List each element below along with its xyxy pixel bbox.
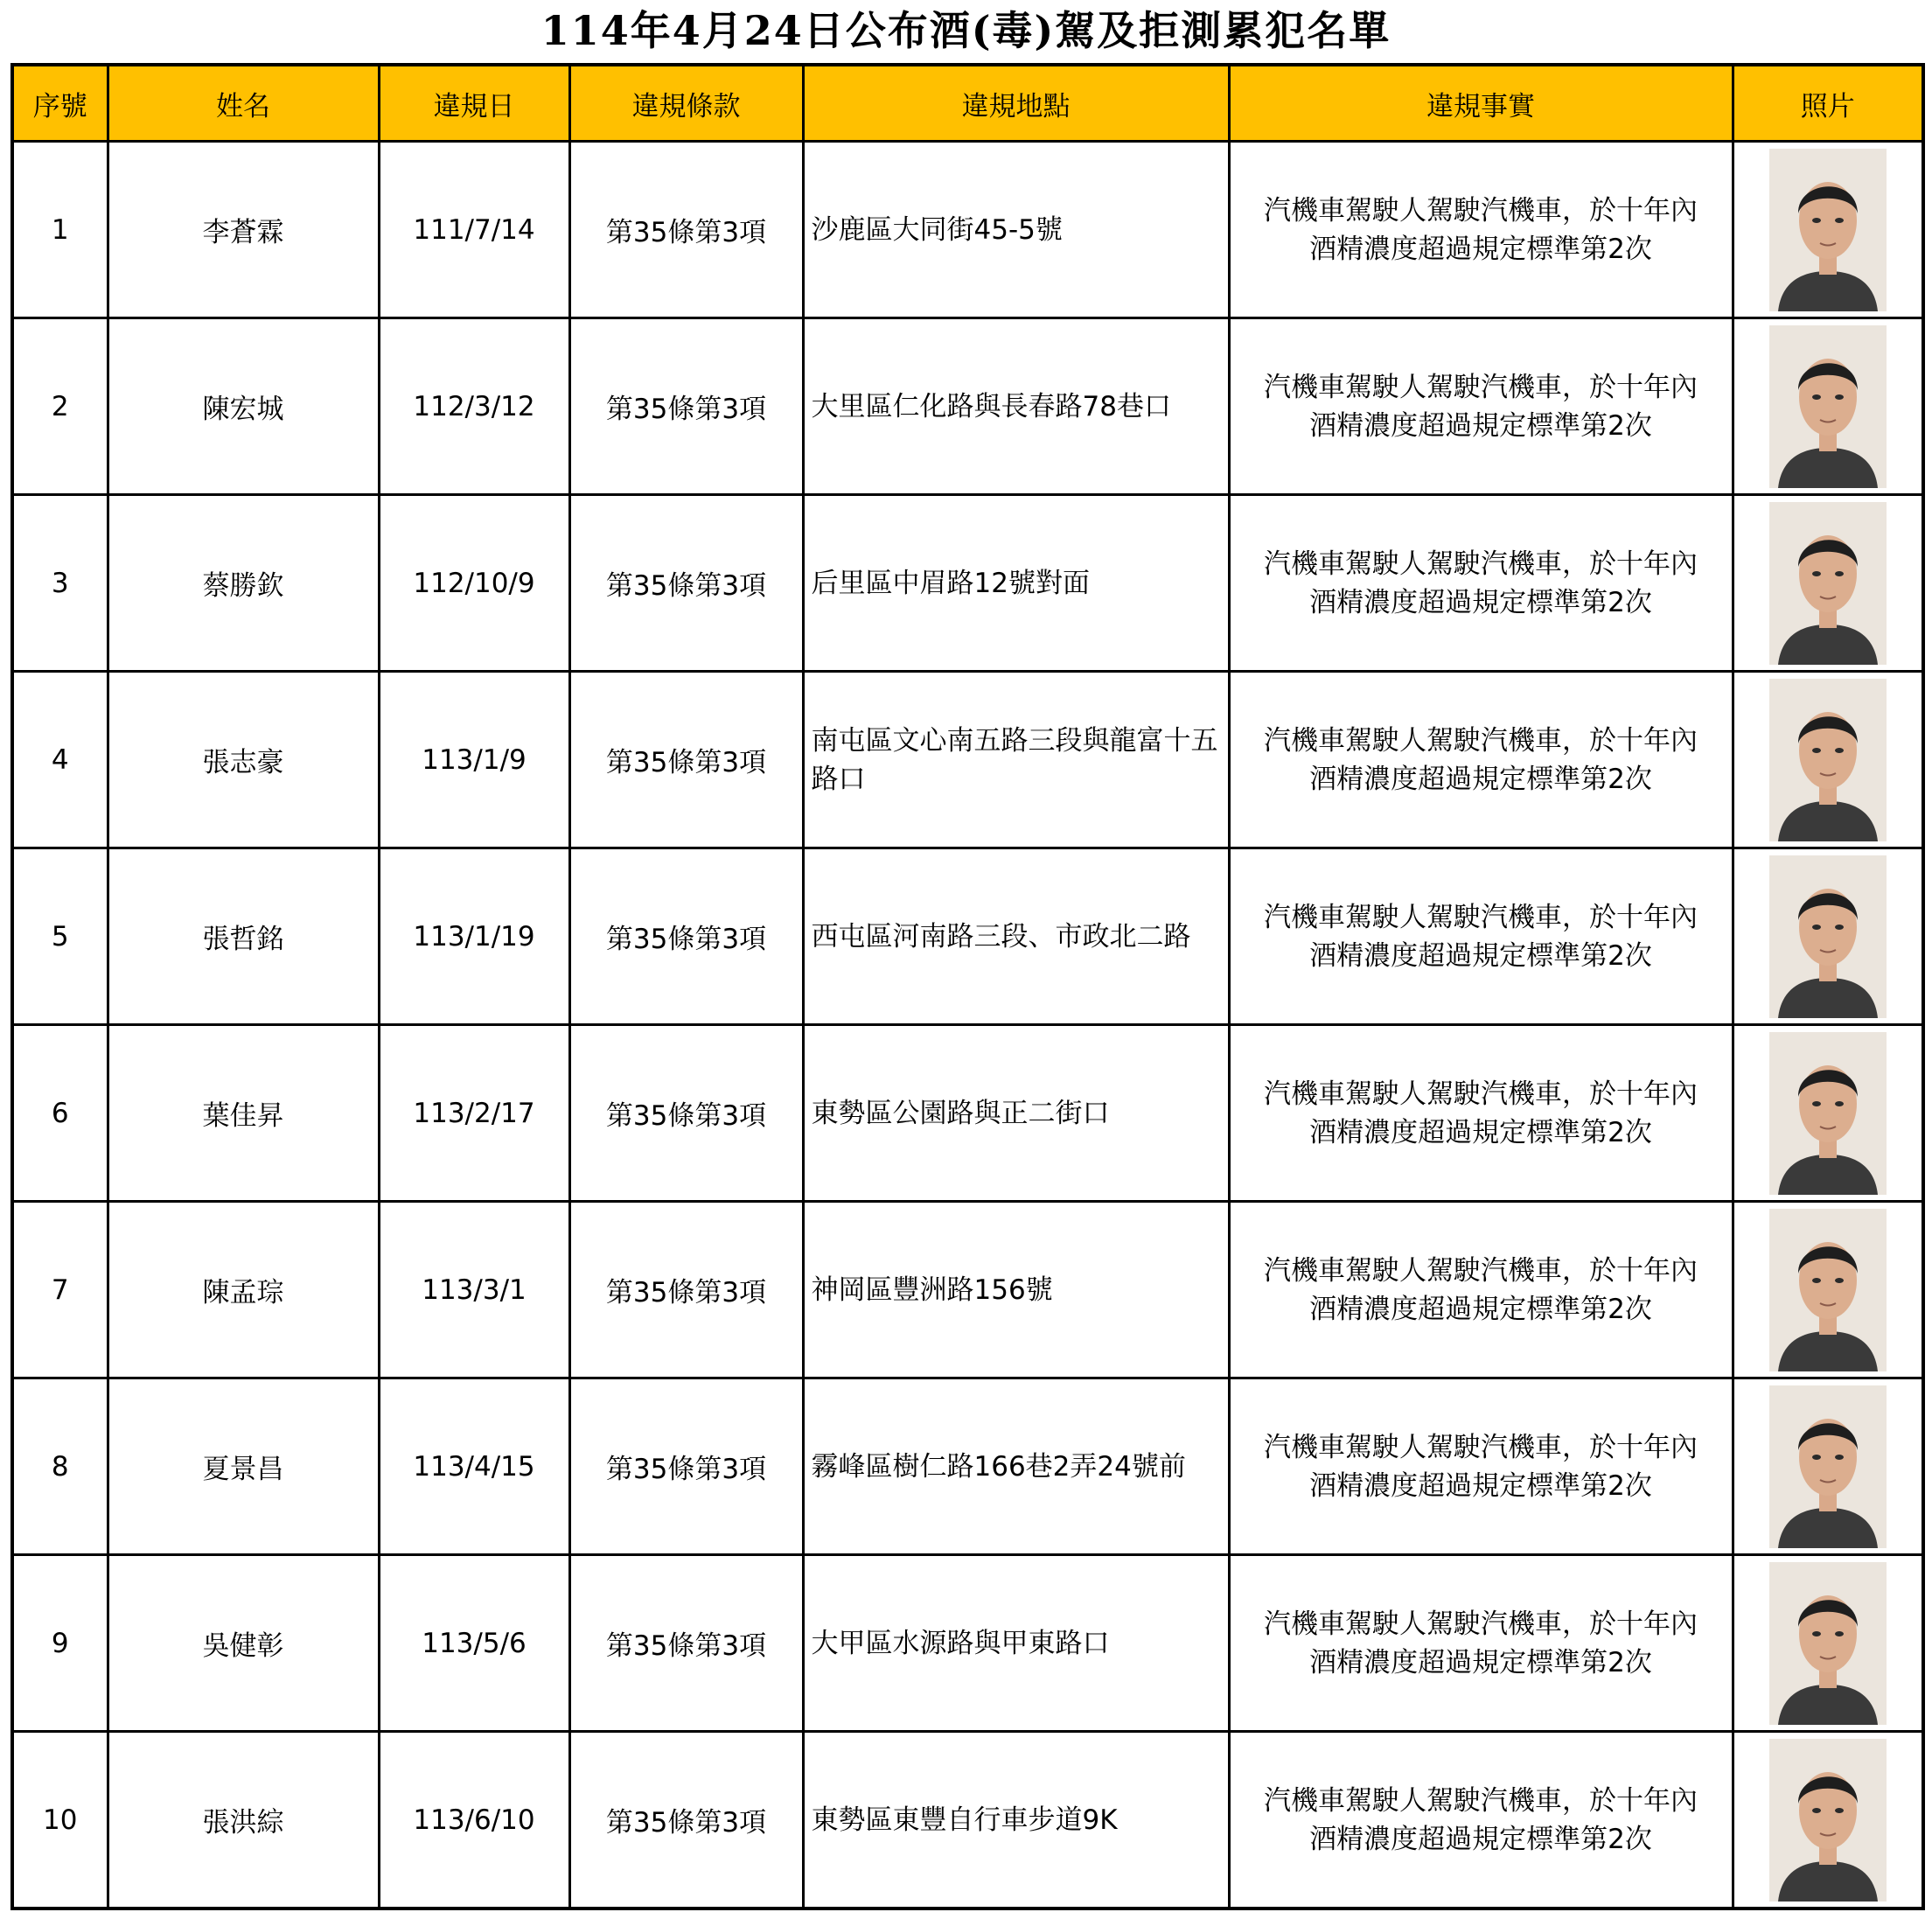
fact-line-1: 汽機車駕駛人駕駛汽機車，於十年內	[1264, 1431, 1698, 1463]
cell-photo	[1733, 495, 1923, 672]
cell-clause: 第35條第3項	[569, 1025, 803, 1202]
mugshot-photo	[1769, 1739, 1887, 1902]
fact-line-2: 酒精濃度超過規定標準第2次	[1309, 409, 1652, 442]
fact-line-2: 酒精濃度超過規定標準第2次	[1309, 586, 1652, 618]
cell-location: 西屯區河南路三段、市政北二路	[803, 848, 1229, 1025]
cell-location: 神岡區豐洲路156號	[803, 1202, 1229, 1378]
fact-line-2: 酒精濃度超過規定標準第2次	[1309, 1823, 1652, 1855]
cell-photo	[1733, 848, 1923, 1025]
table-row	[12, 1732, 1923, 1909]
cell-date: 113/5/6	[379, 1555, 569, 1732]
header-fact: 違規事實	[1229, 65, 1733, 142]
cell-name: 葉佳昇	[108, 1025, 379, 1202]
mugshot-photo	[1769, 1209, 1887, 1371]
mugshot-photo	[1769, 325, 1887, 488]
cell-clause: 第35條第3項	[569, 495, 803, 672]
cell-location: 后里區中眉路12號對面	[803, 495, 1229, 672]
header-date: 違規日	[379, 65, 569, 142]
fact-line-1: 汽機車駕駛人駕駛汽機車，於十年內	[1264, 371, 1698, 403]
cell-date: 113/3/1	[379, 1202, 569, 1378]
cell-serial: 1	[12, 142, 108, 318]
cell-serial: 5	[12, 848, 108, 1025]
cell-photo	[1733, 1732, 1923, 1909]
table-row	[12, 672, 1923, 848]
table-header-row	[12, 65, 1923, 142]
fact-line-1: 汽機車駕駛人駕駛汽機車，於十年內	[1264, 548, 1698, 580]
cell-location: 大里區仁化路與長春路78巷口	[803, 318, 1229, 495]
mugshot-photo	[1769, 679, 1887, 841]
cell-name: 張志豪	[108, 672, 379, 848]
cell-location: 東勢區東豐自行車步道9K	[803, 1732, 1229, 1909]
cell-name: 吳健彰	[108, 1555, 379, 1732]
table-row	[12, 848, 1923, 1025]
cell-serial: 9	[12, 1555, 108, 1732]
fact-line-1: 汽機車駕駛人駕駛汽機車，於十年內	[1264, 1254, 1698, 1287]
cell-serial: 8	[12, 1378, 108, 1555]
cell-date: 112/10/9	[379, 495, 569, 672]
cell-clause: 第35條第3項	[569, 318, 803, 495]
header-location: 違規地點	[803, 65, 1229, 142]
cell-serial: 10	[12, 1732, 108, 1909]
cell-fact	[1229, 1555, 1733, 1732]
cell-fact	[1229, 1202, 1733, 1378]
cell-name: 陳宏城	[108, 318, 379, 495]
cell-name: 陳孟琮	[108, 1202, 379, 1378]
cell-photo	[1733, 1378, 1923, 1555]
fact-line-1: 汽機車駕駛人駕駛汽機車，於十年內	[1264, 724, 1698, 757]
cell-date: 113/1/19	[379, 848, 569, 1025]
fact-line-1: 汽機車駕駛人駕駛汽機車，於十年內	[1264, 194, 1698, 227]
mugshot-photo	[1769, 1032, 1887, 1195]
mugshot-photo	[1769, 149, 1887, 311]
table-row	[12, 142, 1923, 318]
cell-location: 霧峰區樹仁路166巷2弄24號前	[803, 1378, 1229, 1555]
table-row	[12, 318, 1923, 495]
cell-clause: 第35條第3項	[569, 848, 803, 1025]
cell-name: 夏景昌	[108, 1378, 379, 1555]
header-name: 姓名	[108, 65, 379, 142]
fact-line-2: 酒精濃度超過規定標準第2次	[1309, 1469, 1652, 1502]
cell-date: 111/7/14	[379, 142, 569, 318]
cell-clause: 第35條第3項	[569, 1732, 803, 1909]
cell-location: 沙鹿區大同街45-5號	[803, 142, 1229, 318]
table-row	[12, 1025, 1923, 1202]
fact-line-2: 酒精濃度超過規定標準第2次	[1309, 1116, 1652, 1148]
cell-serial: 4	[12, 672, 108, 848]
offender-table	[10, 63, 1925, 1910]
table-row	[12, 1202, 1923, 1378]
cell-clause: 第35條第3項	[569, 142, 803, 318]
cell-clause: 第35條第3項	[569, 672, 803, 848]
cell-fact	[1229, 848, 1733, 1025]
cell-fact	[1229, 142, 1733, 318]
fact-line-2: 酒精濃度超過規定標準第2次	[1309, 1646, 1652, 1678]
cell-photo	[1733, 1202, 1923, 1378]
cell-serial: 3	[12, 495, 108, 672]
mugshot-photo	[1769, 1562, 1887, 1725]
cell-fact	[1229, 318, 1733, 495]
cell-date: 112/3/12	[379, 318, 569, 495]
cell-clause: 第35條第3項	[569, 1555, 803, 1732]
cell-serial: 6	[12, 1025, 108, 1202]
fact-line-1: 汽機車駕駛人駕駛汽機車，於十年內	[1264, 901, 1698, 933]
cell-fact	[1229, 1732, 1733, 1909]
cell-location: 南屯區文心南五路三段與龍富十五路口	[803, 672, 1229, 848]
mugshot-photo	[1769, 1385, 1887, 1548]
cell-photo	[1733, 1025, 1923, 1202]
cell-photo	[1733, 318, 1923, 495]
fact-line-2: 酒精濃度超過規定標準第2次	[1309, 763, 1652, 795]
cell-serial: 2	[12, 318, 108, 495]
document-title: 114年4月24日公布酒(毒)駕及拒測累犯名單	[541, 7, 1391, 54]
table-row	[12, 1555, 1923, 1732]
fact-line-2: 酒精濃度超過規定標準第2次	[1309, 939, 1652, 972]
fact-line-1: 汽機車駕駛人駕駛汽機車，於十年內	[1264, 1784, 1698, 1817]
cell-photo	[1733, 142, 1923, 318]
fact-line-1: 汽機車駕駛人駕駛汽機車，於十年內	[1264, 1078, 1698, 1110]
cell-fact	[1229, 495, 1733, 672]
cell-name: 張洪綜	[108, 1732, 379, 1909]
cell-date: 113/1/9	[379, 672, 569, 848]
header-photo: 照片	[1733, 65, 1923, 142]
cell-location: 大甲區水源路與甲東路口	[803, 1555, 1229, 1732]
cell-date: 113/4/15	[379, 1378, 569, 1555]
cell-photo	[1733, 672, 1923, 848]
cell-fact	[1229, 672, 1733, 848]
cell-fact	[1229, 1378, 1733, 1555]
cell-date: 113/6/10	[379, 1732, 569, 1909]
cell-name: 張哲銘	[108, 848, 379, 1025]
cell-photo	[1733, 1555, 1923, 1732]
fact-line-2: 酒精濃度超過規定標準第2次	[1309, 1293, 1652, 1325]
cell-date: 113/2/17	[379, 1025, 569, 1202]
mugshot-photo	[1769, 502, 1887, 665]
cell-name: 蔡勝欽	[108, 495, 379, 672]
mugshot-photo	[1769, 855, 1887, 1018]
table-row	[12, 1378, 1923, 1555]
table-row	[12, 495, 1923, 672]
cell-serial: 7	[12, 1202, 108, 1378]
cell-location: 東勢區公園路與正二街口	[803, 1025, 1229, 1202]
header-clause: 違規條款	[569, 65, 803, 142]
header-serial: 序號	[12, 65, 108, 142]
cell-name: 李蒼霖	[108, 142, 379, 318]
cell-clause: 第35條第3項	[569, 1202, 803, 1378]
fact-line-1: 汽機車駕駛人駕駛汽機車，於十年內	[1264, 1608, 1698, 1640]
cell-fact	[1229, 1025, 1733, 1202]
cell-clause: 第35條第3項	[569, 1378, 803, 1555]
fact-line-2: 酒精濃度超過規定標準第2次	[1309, 233, 1652, 265]
